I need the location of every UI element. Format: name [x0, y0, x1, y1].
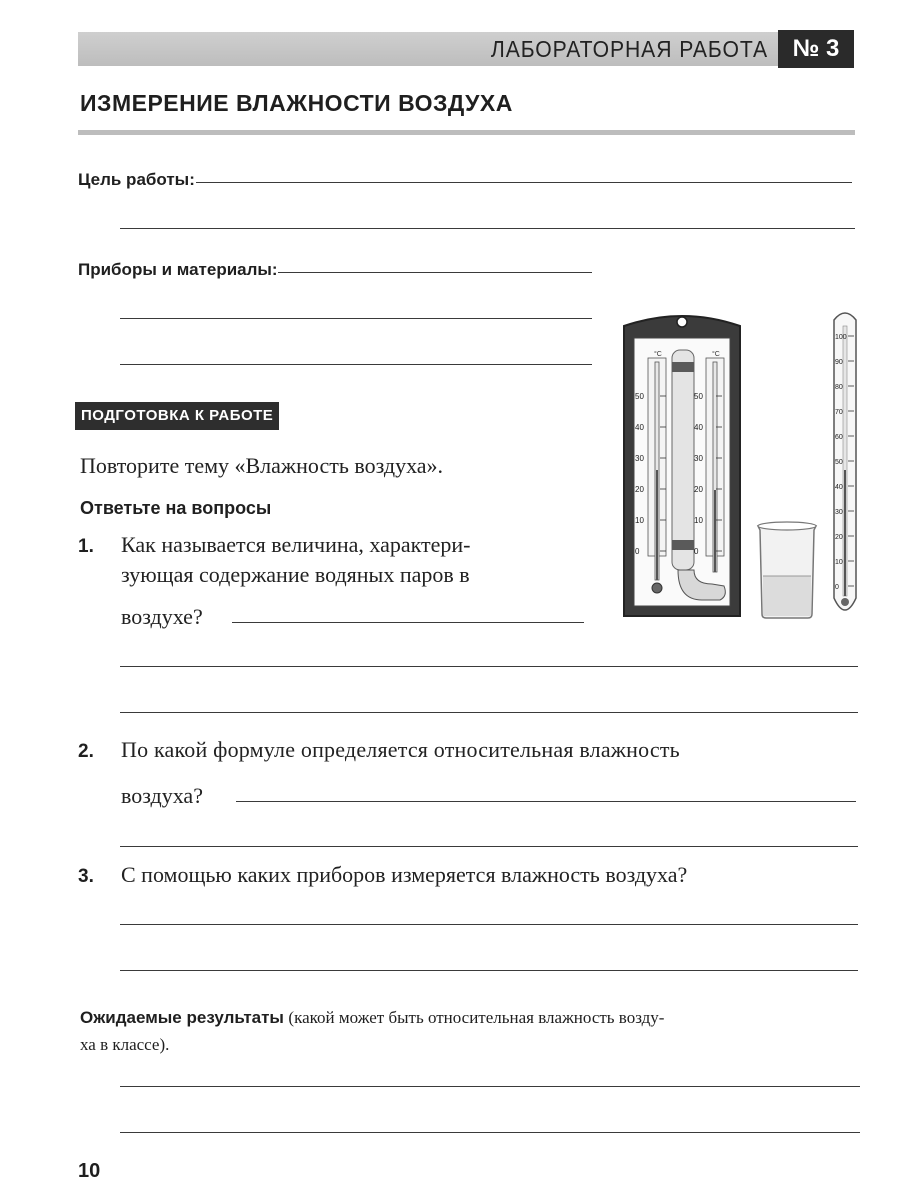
figure-psychrometer-illustration	[612, 300, 874, 630]
page-title: ИЗМЕРЕНИЕ ВЛАЖНОСТИ ВОЗДУХА	[80, 90, 513, 116]
question-1-line-3: воздухе?	[121, 604, 203, 629]
title-divider	[78, 130, 855, 135]
thermometer-tick-label: 80	[835, 384, 843, 391]
question-2-answer-line-2[interactable]	[120, 846, 858, 847]
section-badge-preparation: ПОДГОТОВКА К РАБОТЕ	[75, 402, 279, 430]
question-2-line-1: По какой формуле определяется относительная влажность	[121, 737, 680, 762]
psychrometer-left-tick-label: 0	[635, 547, 640, 556]
results-hint-2: ха в классе).	[80, 1035, 170, 1054]
results-answer-line-2[interactable]	[120, 1132, 860, 1133]
beaker-icon	[758, 522, 816, 618]
right-scale-unit: °C	[712, 351, 720, 358]
question-1-number: 1.	[78, 536, 94, 557]
thermometer-tick-label: 100	[835, 334, 847, 341]
question-3-answer-line-2[interactable]	[120, 970, 858, 971]
questions-heading: Ответьте на вопросы	[80, 498, 272, 518]
thermometer-tick-label: 20	[835, 534, 843, 541]
question-2-line-2: воздуха?	[121, 783, 203, 808]
question-1-answer-line-2[interactable]	[120, 666, 858, 667]
question-2-answer-line[interactable]	[236, 801, 856, 802]
question-1-answer-line-3[interactable]	[120, 712, 858, 713]
page-number: 10	[78, 1160, 101, 1182]
question-1-answer-line[interactable]	[232, 622, 584, 623]
goal-label: Цель работы:	[78, 170, 195, 189]
results-label: Ожидаемые результаты	[80, 1008, 284, 1027]
lab-title: ЛАБОРАТОРНАЯ РАБОТА	[490, 36, 768, 62]
thermometer-tick-label: 50	[835, 459, 843, 466]
materials-answer-line-3[interactable]	[120, 364, 592, 365]
psychrometer-right-tick-label: 50	[694, 392, 703, 401]
thermometer-tick-label: 30	[835, 509, 843, 516]
thermometer-tick-label: 60	[835, 434, 843, 441]
results-hint-1: (какой может быть относительная влажность возду-	[288, 1008, 665, 1027]
psychrometer-left-tick-label: 10	[635, 516, 644, 525]
results-answer-line[interactable]	[120, 1086, 860, 1087]
lab-number-badge: № 3	[778, 30, 854, 68]
question-3-line-1: С помощью каких приборов измеряется влажность воздуха?	[121, 862, 688, 887]
psychrometer-icon	[624, 316, 740, 616]
psychrometer-right-tick-label: 40	[694, 423, 703, 432]
repeat-topic-text: Повторите тему «Влажность воздуха».	[80, 453, 444, 478]
goal-answer-line-2[interactable]	[120, 228, 855, 229]
question-3-number: 3.	[78, 866, 94, 887]
thermometer-tick-label: 90	[835, 359, 843, 366]
thermometer-tick-label: 40	[835, 484, 843, 491]
question-1-line-1: Как называется величина, характери-	[121, 532, 471, 557]
question-2-number: 2.	[78, 741, 94, 762]
psychrometer-right-tick-label: 20	[694, 485, 703, 494]
materials-answer-line[interactable]	[278, 272, 592, 273]
psychrometer-left-tick-label: 40	[635, 423, 644, 432]
materials-label: Приборы и материалы:	[78, 260, 278, 279]
thermometer-tick-label: 10	[835, 559, 843, 566]
materials-answer-line-2[interactable]	[120, 318, 592, 319]
thermometer-tick-label: 70	[835, 409, 843, 416]
psychrometer-left-tick-label: 20	[635, 485, 644, 494]
psychrometer-left-tick-label: 50	[635, 392, 644, 401]
goal-answer-line[interactable]	[196, 182, 852, 183]
thermometer-tick-label: 0	[835, 584, 839, 591]
psychrometer-right-tick-label: 10	[694, 516, 703, 525]
psychrometer-right-tick-label: 30	[694, 454, 703, 463]
question-3-answer-line[interactable]	[120, 924, 858, 925]
results-block	[80, 1005, 860, 1059]
psychrometer-right-tick-label: 0	[694, 547, 699, 556]
psychrometer-left-tick-label: 30	[635, 454, 644, 463]
question-1-line-2: зующая содержание водяных паров в	[121, 562, 470, 587]
left-scale-unit: °C	[654, 351, 662, 358]
